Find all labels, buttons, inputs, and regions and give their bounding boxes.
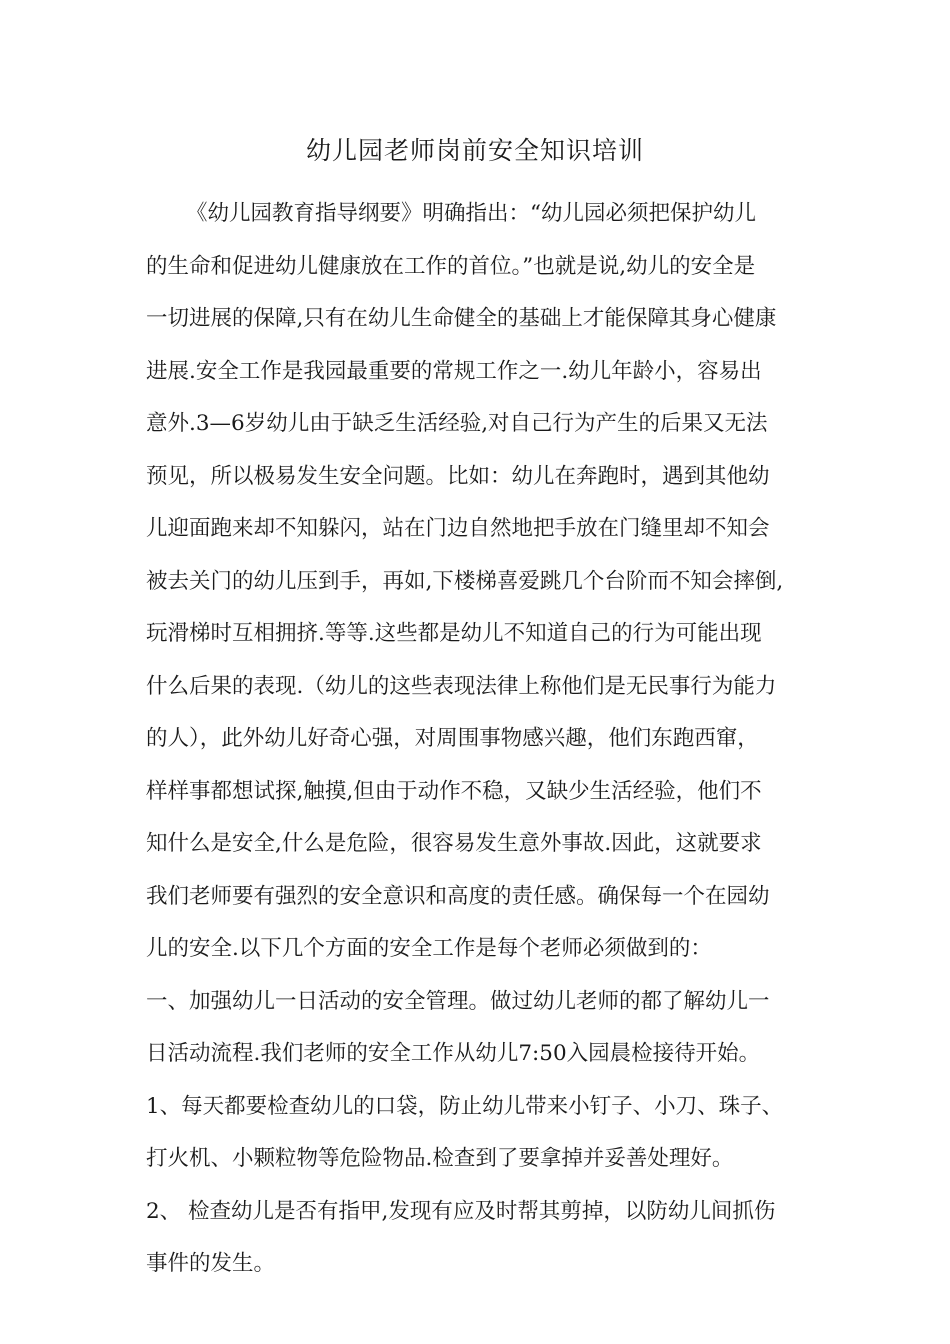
paragraph-line: 的生命和促进幼儿健康放在工作的首位。”也就是说,幼儿的安全是 xyxy=(146,253,756,279)
paragraph-line: 意外.3—6岁幼儿由于缺乏生活经验,对自己行为产生的后果又无法 xyxy=(146,411,768,436)
paragraph-line: 我们老师要有强烈的安全意识和高度的责任感。确保每一个在园幼 xyxy=(146,883,770,909)
paragraph-line: 一切进展的保障,只有在幼儿生命健全的基础上才能保障其身心健康 xyxy=(146,306,777,331)
paragraph-line: 打火机、小颗粒物等危险物品.检查到了要拿掉并妥善处理好。 xyxy=(146,1146,734,1171)
paragraph-line: 预见，所以极易发生安全问题。比如：幼儿在奔跑时，遇到其他幼 xyxy=(146,463,770,489)
paragraph-line: 《幼儿园教育指导纲要》明确指出：“幼儿园必须把保护幼儿 xyxy=(186,201,756,226)
paragraph-line: 日活动流程.我们老师的安全工作从幼儿7:50入园晨检接待开始。 xyxy=(146,1041,761,1066)
paragraph-line: 儿的安全.以下几个方面的安全工作是每个老师必须做到的： xyxy=(146,936,712,961)
document-title: 幼儿园老师岗前安全知识培训 xyxy=(305,136,644,165)
paragraph-line: 知什么是安全,什么是危险，很容易发生意外事故.因此，这就要求 xyxy=(146,831,762,856)
document-body xyxy=(146,194,826,1297)
paragraph-line: 进展.安全工作是我园最重要的常规工作之一.幼儿年龄小，容易出 xyxy=(146,358,762,384)
paragraph-line: 什么后果的表现.（幼儿的这些表现法律上称他们是无民事行为能力 xyxy=(146,673,777,699)
list-item-line: 1、每天都要检查幼儿的口袋，防止幼儿带来小钉子、小刀、珠子、 xyxy=(146,1093,784,1119)
paragraph-line: 玩滑梯时互相拥挤.等等.这些都是幼儿不知道自己的行为可能出现 xyxy=(146,621,762,646)
paragraph-line: 事件的发生。 xyxy=(146,1251,276,1276)
list-item-line: 2、 检查幼儿是否有指甲,发现有应及时帮其剪掉，以防幼儿间抓伤 xyxy=(146,1198,776,1224)
paragraph-line: 被去关门的幼儿压到手，再如,下楼梯喜爱跳几个台阶而不知会摔倒, xyxy=(146,568,784,594)
section-heading-line: 一、加强幼儿一日活动的安全管理。做过幼儿老师的都了解幼儿一 xyxy=(146,988,770,1014)
paragraph-line: 样样事都想试探,触摸,但由于动作不稳，又缺少生活经验，他们不 xyxy=(146,778,762,804)
paragraph-line: 的人），此外幼儿好奇心强，对周围事物感兴趣，他们东跑西窜， xyxy=(146,726,759,751)
paragraph-line: 儿迎面跑来却不知躲闪，站在门边自然地把手放在门缝里却不知会 xyxy=(146,516,770,541)
